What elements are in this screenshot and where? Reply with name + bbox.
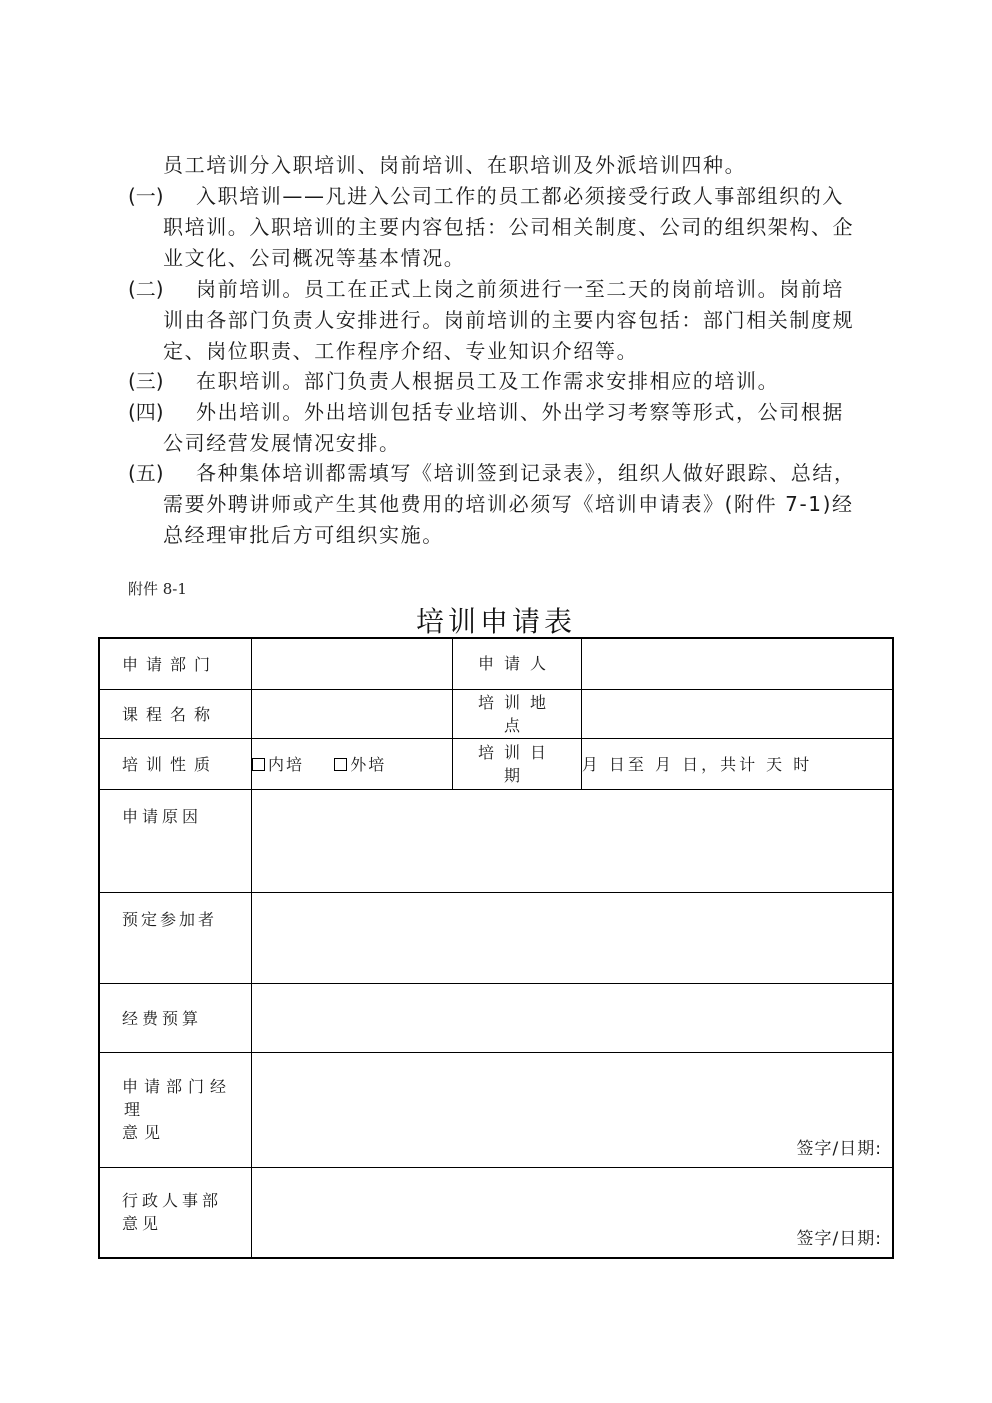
item-3-mark: (三) [128, 369, 164, 393]
item-4-line-2: 公司经营发展情况安排。 [163, 431, 401, 455]
hr-opinion-label [99, 1167, 252, 1258]
item-1-line-1: 入职培训——凡进入公司工作的员工都必须接受行政人事部组织的入 [196, 184, 844, 208]
course-field[interactable] [252, 689, 453, 738]
dept-field[interactable] [252, 638, 453, 689]
date-label [453, 738, 582, 789]
participants-label: 预定参加者 [99, 892, 252, 983]
external-label: 外培 [350, 755, 387, 774]
checkbox-icon[interactable] [334, 758, 347, 771]
budget-label: 经费预算 [99, 983, 252, 1052]
attachment-label: 附件 8-1 [128, 580, 187, 598]
external-option[interactable] [334, 755, 386, 774]
item-4-mark: (四) [128, 400, 164, 424]
manager-opinion-field[interactable] [252, 1052, 893, 1167]
internal-option[interactable] [252, 755, 304, 774]
item-4-line-1: 外出培训。外出培训包括专业培训、外出学习考察等形式，公司根据 [196, 400, 844, 424]
hr-sign-date: 签字/日期: [796, 1229, 882, 1249]
manager-sign-area [252, 1053, 892, 1167]
applicant-label: 申请人 [453, 638, 582, 689]
item-5-line-1: 各种集体培训都需填写《培训签到记录表》，组织人做好跟踪、总结， [196, 461, 856, 485]
row-hr-opinion [99, 1167, 893, 1258]
item-1-mark: (一) [128, 184, 164, 208]
manager-opinion-label [99, 1052, 252, 1167]
dept-label: 申请部门 [99, 638, 252, 689]
item-5-mark: (五) [128, 461, 164, 485]
date-label-line-1: 培训日 [478, 742, 557, 762]
row-course [99, 689, 893, 738]
location-field[interactable] [581, 689, 893, 738]
item-5-line-3: 总经理审批后方可组织实施。 [163, 523, 444, 547]
item-2-line-2: 训由各部门负责人安排进行。岗前培训的主要内容包括：部门相关制度规 [163, 308, 855, 332]
item-2-line-1: 岗前培训。员工在正式上岗之前须进行一至二天的岗前培训。岗前培 [196, 277, 844, 301]
form-title: 培训申请表 [415, 605, 576, 638]
item-3-line-1: 在职培训。部门负责人根据员工及工作需求安排相应的培训。 [196, 369, 780, 393]
hr-sign-area [252, 1168, 892, 1258]
location-label-line-1: 培训地 [478, 692, 557, 712]
manager-sign-date: 签字/日期: [796, 1138, 882, 1159]
item-1-line-3: 业文化、公司概况等基本情况。 [163, 246, 466, 270]
row-reason [99, 789, 893, 892]
row-manager-opinion [99, 1052, 893, 1167]
manager-label-line-3: 意见 [122, 1123, 167, 1142]
reason-field[interactable] [252, 789, 893, 892]
item-2-mark: (二) [128, 277, 164, 301]
date-label-line-2: 期 [504, 765, 531, 785]
row-budget [99, 983, 893, 1052]
row-dept [99, 638, 893, 689]
budget-field[interactable] [252, 983, 893, 1052]
hr-opinion-field[interactable] [252, 1167, 893, 1258]
checkbox-icon[interactable] [252, 758, 265, 771]
reason-label: 申请原因 [99, 789, 252, 892]
training-application-form [98, 637, 894, 1259]
location-label-line-2: 点 [504, 715, 531, 735]
manager-label-line-2: 理 [124, 1100, 147, 1119]
item-2-line-3: 定、岗位职责、工作程序介绍、专业知识介绍等。 [163, 339, 639, 363]
internal-label: 内培 [268, 755, 305, 774]
nature-label: 培训性质 [99, 738, 252, 789]
location-label [453, 689, 582, 738]
date-field[interactable]: 月 日至 月 日，共计 天 时 [581, 738, 893, 789]
nature-options [252, 738, 453, 789]
row-participants [99, 892, 893, 983]
item-5-line-2: 需要外聘讲师或产生其他费用的培训必须写《培训申请表》(附件 7-1)经 [163, 492, 854, 516]
applicant-field[interactable] [581, 638, 893, 689]
row-nature [99, 738, 893, 789]
item-1-line-2: 职培训。入职培训的主要内容包括：公司相关制度、公司的组织架构、企 [163, 215, 855, 239]
intro-text: 员工培训分入职培训、岗前培训、在职培训及外派培训四种。 [163, 153, 747, 177]
manager-label-line-1: 申请部门经 [122, 1077, 233, 1096]
hr-label-line-2: 意见 [122, 1214, 163, 1234]
participants-field[interactable] [252, 892, 893, 983]
course-label: 课程名称 [99, 689, 252, 738]
hr-label-line-1: 行政人事部 [122, 1191, 223, 1211]
